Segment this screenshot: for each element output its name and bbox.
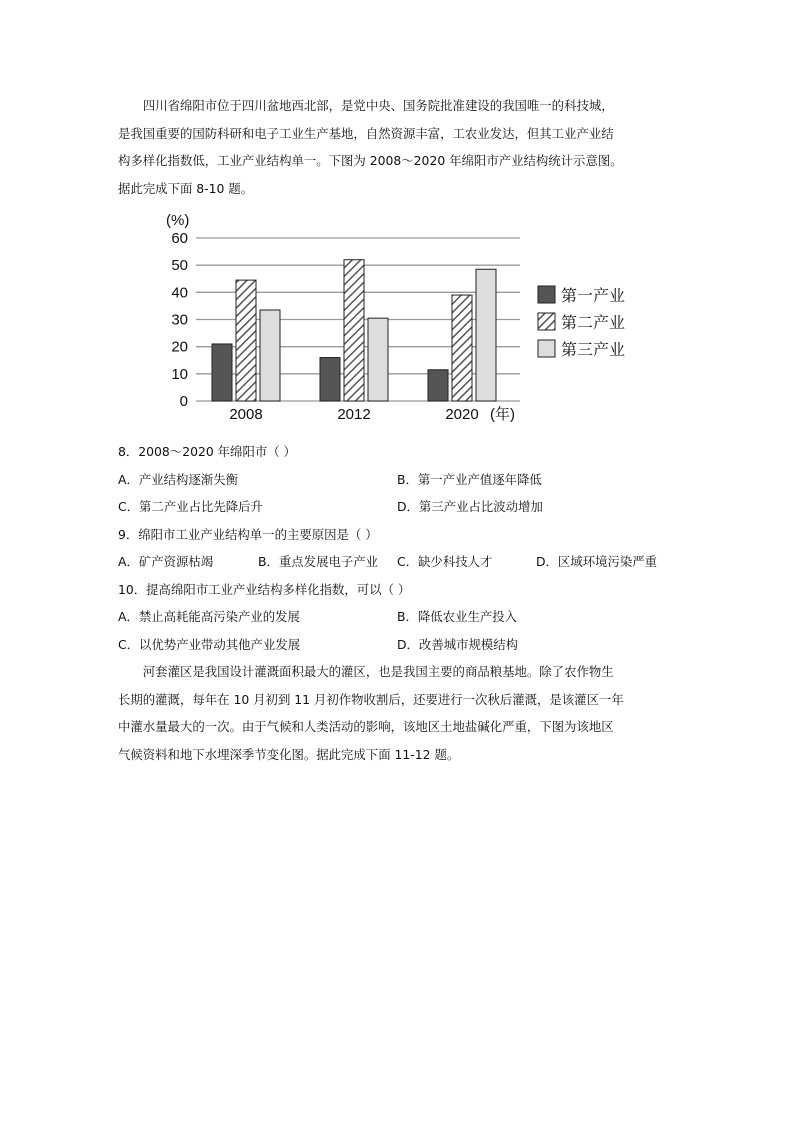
x-axis-unit-label: (年) [490,406,515,423]
q8-option-d[interactable]: D．第三产业占比波动增加 [397,499,543,514]
q8-option-b[interactable]: B．第一产业产值逐年降低 [397,471,542,487]
y-tick-label: 30 [171,311,188,329]
legend-swatch [538,313,555,330]
legend-label: 第一产业 [561,286,626,305]
bar-2020-1 [428,370,448,401]
passage-2-line-2: 长期的灌溉，每年在 10 月初到 11 月初作物收割后，还要进行一次秋后灌溉，是该灌区一年 [118,691,624,707]
passage-2-line-1: 河套灌区是我国设计灌溉面积最大的灌区，也是我国主要的商品粮基地。除了农作物生 [142,664,614,679]
passage-1-line-1: 四川省绵阳市位于四川盆地西北部，是党中央、国务院批准建设的我国唯一的科技城， [142,98,614,113]
y-tick-label: 40 [171,284,188,302]
q10-option-a[interactable]: A．禁止高耗能高污染产业的发展 [118,609,300,624]
x-tick-label: 2020 [445,406,479,423]
questions [118,438,698,658]
y-tick-label: 0 [179,393,188,410]
legend-swatch [538,340,555,357]
bar-2020-3 [476,269,496,401]
passage-2 [118,658,678,768]
bar-2008-3 [260,310,280,401]
passage-1-line-3: 构多样化指数低，工业产业结构单一。下图为 2008～2020 年绵阳市产业结构统计示意图。 [118,153,623,168]
x-tick-label: 2008 [229,406,263,423]
bar-2012-3 [368,318,388,401]
q10-stem: 10．提高绵阳市工业产业结构多样化指数，可以（ ） [118,581,411,597]
passage-2-line-3: 中灌水量最大的一次。由于气候和人类活动的影响，该地区土地盐碱化严重，下图为该地区 [118,719,614,734]
q8-stem: 8．2008～2020 年绵阳市（ ） [118,444,296,459]
legend-swatch [538,286,555,303]
q9-option-c[interactable]: C．缺少科技人才 [397,554,493,569]
y-tick-label: 50 [171,257,188,275]
bar-2012-1 [320,358,340,401]
y-tick-label: 10 [171,365,188,383]
q9-option-b[interactable]: B．重点发展电子产业 [258,554,379,569]
y-axis-unit-label: (%) [166,212,190,229]
bar-2020-2 [452,295,472,401]
bar-2012-2 [344,260,364,401]
x-tick-label: 2012 [337,406,371,423]
legend-label: 第三产业 [561,340,626,359]
legend-label: 第二产业 [561,313,626,332]
industry-structure-bar-chart [160,205,660,430]
q8-option-c[interactable]: C．第二产业占比先降后升 [118,499,263,514]
bar-2008-2 [236,280,256,401]
passage-2-line-4: 气候资料和地下水埋深季节变化图。据此完成下面 11-12 题。 [118,746,460,762]
q8-option-a[interactable]: A．产业结构逐渐失衡 [118,471,238,487]
passage-1-line-4: 据此完成下面 8-10 题。 [118,180,254,196]
passage-1 [118,92,678,202]
q10-option-d[interactable]: D．改善城市规模结构 [397,636,519,652]
y-tick-label: 20 [171,338,188,356]
q9-option-d[interactable]: D．区域环境污染严重 [536,554,658,569]
q9-option-a[interactable]: A．矿产资源枯竭 [118,554,214,569]
passage-1-line-2: 是我国重要的国防科研和电子工业生产基地，自然资源丰富，工农业发达，但其工业产业结 [118,125,614,141]
q9-stem: 9．绵阳市工业产业结构单一的主要原因是（ ） [118,526,378,542]
y-tick-label: 60 [171,230,188,247]
bar-2008-1 [212,344,232,401]
q10-option-c[interactable]: C．以优势产业带动其他产业发展 [118,636,301,652]
q10-option-b[interactable]: B．降低农业生产投入 [397,609,518,624]
